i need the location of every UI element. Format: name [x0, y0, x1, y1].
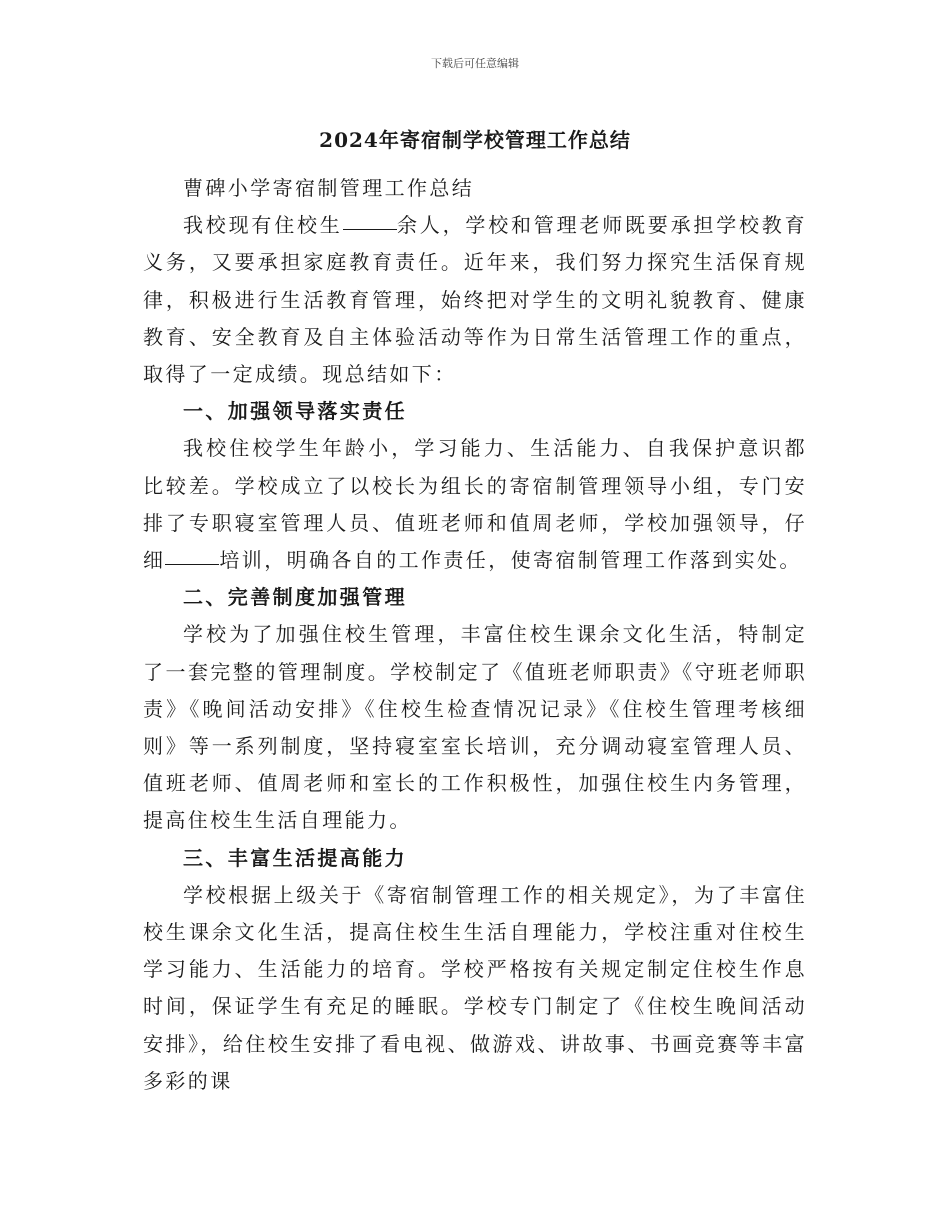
section-2-paragraph: 学校为了加强住校生管理，丰富住校生课余文化生活，特制定了一套完整的管理制度。学校制定了《值班老师职责》《守班老师职责》《晚间活动安排》《住校生检查情况记录》《住校生管理考核细则》等一系列制度，坚持寝室室长培训，充分调动寝室管理人员、值班老师、值周老师和室长的工作积极性，加强住校生内务管理，提高住校生生活自理能力。 [143, 622, 807, 833]
section-1-text-part2: 培训，明确各自的工作责任，使寄宿制管理工作落到实处。 [219, 548, 802, 573]
document-title: 2024年寄宿制学校管理工作总结 [319, 128, 631, 152]
intro-text-part2: 余人，学校和管理老师既要承担学校教育义务，又要承担家庭教育责任。近年来，我们努力探究生活保育规律，积极进行生活教育管理，始终把对学生的文明礼貌教育、健康教育、安全教育及自主体验活动等作为日常生活管理工作的重点，取得了一定成绩。现总结如下： [143, 213, 807, 387]
section-1-paragraph [143, 430, 807, 579]
section-1-text-part1: 我校住校学生年龄小，学习能力、生活能力、自我保护意识都比较差。学校成立了以校长为组长的寄宿制管理领导小组，专门安排了专职寝室管理人员、值班老师和值周老师，学校加强领导，仔细 [143, 436, 807, 573]
document-subtitle: 曹碑小学寄宿制管理工作总结 [183, 176, 475, 200]
section-heading-2: 二、完善制度加强管理 [183, 585, 407, 610]
intro-paragraph [143, 207, 807, 393]
fill-in-blank [165, 563, 219, 565]
fill-in-blank [343, 228, 397, 230]
section-heading-1: 一、加强领导落实责任 [183, 399, 407, 424]
intro-text-part1: 我校现有住校生 [183, 213, 343, 238]
document-body [143, 170, 807, 1100]
section-heading-3: 三、丰富生活提高能力 [183, 845, 407, 870]
section-3-paragraph: 学校根据上级关于《寄宿制管理工作的相关规定》，为了丰富住校生课余文化生活，提高住校生生活自理能力，学校注重对住校生学习能力、生活能力的培育。学校严格按有关规定制定住校生作息时间，保证学生有充足的睡眠。学校专门制定了《住校生晚间活动安排》，给住校生安排了看电视、做游戏、讲故事、书画竞赛等丰富多彩的课 [143, 882, 807, 1093]
header-note: 下载后可任意编辑 [431, 57, 519, 70]
